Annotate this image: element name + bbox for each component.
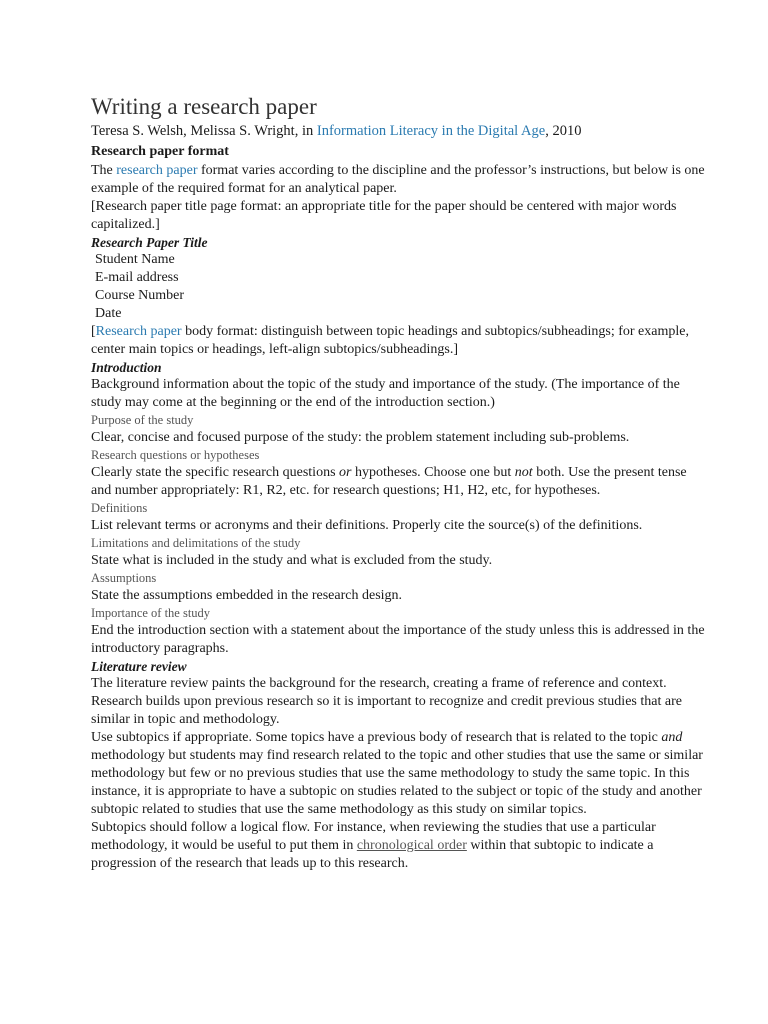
subheading-assumptions: Assumptions: [91, 571, 157, 585]
literature-paragraph-2: [91, 729, 708, 819]
heading-research-paper-format: Research paper format: [91, 144, 229, 159]
text-span: hypotheses. Choose one but: [351, 465, 515, 480]
heading-research-paper-title: Research Paper Title: [91, 235, 208, 250]
page-title: Writing a research paper: [91, 94, 317, 119]
research-paper-link-2[interactable]: Research paper: [95, 324, 182, 339]
emphasis: or: [339, 465, 352, 480]
assumptions-text: State the assumptions embedded in the research design.: [91, 588, 403, 603]
introduction-text: Background information about the topic of the study and importance of the study. (The importance of the study may come at the beginning or the end of the introduction section.): [91, 377, 680, 410]
importance-text: End the introduction section with a statement about the importance of the study unless this is addressed in the introductory paragraphs.: [91, 623, 705, 656]
text-span: Use subtopics if appropriate. Some topics have a previous body of research that is related to the topic: [91, 730, 662, 745]
list-item: E-mail address: [95, 270, 179, 285]
purpose-text: Clear, concise and focused purpose of the study: the problem statement including sub-problems.: [91, 430, 630, 445]
text-span: Subtopics should follow a logical flow. For instance, when reviewing the studies that use a particular methodology, it would be useful to put them in: [91, 820, 656, 853]
heading-introduction: Introduction: [91, 360, 162, 375]
subheading-purpose: Purpose of the study: [91, 413, 194, 427]
chronological-order-link[interactable]: chronological order: [356, 838, 467, 853]
research-questions-text: [91, 464, 708, 500]
heading-literature-review: Literature review: [91, 659, 187, 674]
text-span: both. Use the present tense and number appropriately: R1, R2, etc. for research questions; H1, H2, etc, for hypotheses.: [91, 465, 687, 498]
text-span: Clearly state the specific research questions: [91, 465, 340, 480]
text-span: format varies according to the discipline and the professor’s instructions, but below is one example of the required format for an analytical paper.: [91, 163, 705, 196]
year: , 2010: [545, 123, 582, 139]
text-span: within that subtopic to indicate a progression of the research that leads up to this research.: [91, 838, 654, 871]
text-span: [: [91, 324, 96, 339]
list-item: Date: [95, 306, 122, 321]
byline: [91, 122, 708, 141]
literature-paragraph-1: The literature review paints the background for the research, creating a frame of reference and context. Research builds upon previous research so it is important to recognize and credit previous studies that are similar in topic and methodology.: [91, 676, 682, 727]
limitations-text: State what is included in the study and what is excluded from the study.: [91, 553, 493, 568]
text-span: body format: distinguish between topic headings and subtopics/subheadings; for example, center main topics or headings, left-align subtopics/subheadings.]: [91, 324, 689, 357]
list-item: Student Name: [95, 252, 175, 267]
emphasis: and: [661, 730, 683, 745]
subheading-importance: Importance of the study: [91, 606, 211, 620]
body-format-note: [91, 323, 708, 359]
text-span: The: [91, 163, 117, 178]
literature-paragraph-3: [91, 819, 708, 873]
authors: Teresa S. Welsh, Melissa S. Wright, in: [91, 123, 317, 139]
format-paragraph: [91, 162, 708, 198]
emphasis: not: [514, 465, 533, 480]
subheading-research-questions: Research questions or hypotheses: [91, 448, 260, 462]
book-link[interactable]: Information Literacy in the Digital Age: [316, 123, 546, 139]
subheading-definitions: Definitions: [91, 501, 148, 515]
text-span: methodology but students may find research related to the topic and other studies that use the same or similar methodology but few or no previous studies that use the same methodology to study the same topic. In this instance, it is appropriate to have a subtopic on studies related to the subject or topic of the study and another subtopic related to studies that use the same methodology as this study on similar topics.: [91, 748, 703, 817]
title-page-note: [Research paper title page format: an appropriate title for the paper should be centered with major words capitalized.]: [91, 199, 677, 232]
research-paper-link[interactable]: research paper: [116, 163, 198, 178]
subheading-limitations: Limitations and delimitations of the study: [91, 536, 301, 550]
definitions-text: List relevant terms or acronyms and their definitions. Properly cite the source(s) of the definitions.: [91, 518, 643, 533]
list-item: Course Number: [95, 288, 185, 303]
